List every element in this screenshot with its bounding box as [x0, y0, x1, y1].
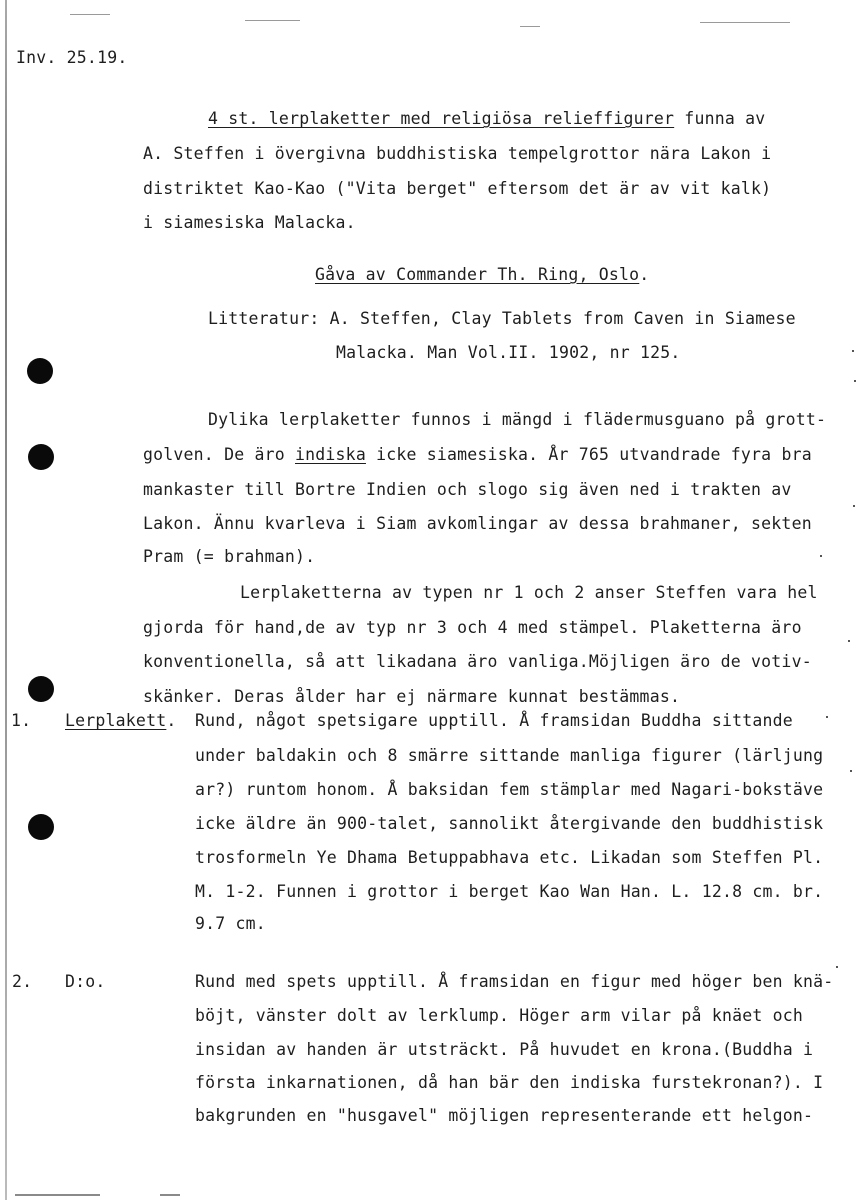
scan-noise [15, 1194, 100, 1196]
item2-line-4: första inkarnationen, då han bär den indiska furstekronan?). I [195, 1073, 824, 1092]
punch-hole [28, 676, 54, 702]
gift-text: Gåva av Commander Th. Ring, Oslo [315, 265, 640, 284]
scan-speck [853, 505, 855, 507]
scan-noise [520, 26, 540, 27]
indiska-underlined: indiska [295, 445, 366, 464]
item1-line-5: trosformeln Ye Dhama Betuppabhava etc. Likadan som Steffen Pl. [195, 848, 824, 867]
item1-line-3: ar?) runtom honom. Å baksidan fem stämplar med Nagari-bokstäve [195, 780, 824, 799]
item1-title-line [65, 711, 176, 731]
intro-line-4: i siamesiska Malacka. [143, 213, 356, 232]
inventory-number: Inv. 25.19. [16, 48, 128, 67]
para1-line-2-pre: golven. De äro [143, 445, 296, 464]
scan-speck [826, 716, 828, 718]
item2-line-2: böjt, vänster dolt av lerklump. Höger arm vilar på knäet och [195, 1006, 804, 1025]
gift-period: . [639, 265, 650, 284]
para2-line-2: gjorda för hand,de av typ nr 3 och 4 med stämpel. Plaketterna äro [143, 618, 802, 637]
scan-noise [160, 1194, 180, 1196]
scan-speck [850, 770, 852, 772]
gift-line [315, 265, 649, 285]
scan-speck [848, 640, 850, 642]
scan-noise [700, 22, 790, 23]
para2-line-3: konventionella, så att likadana äro vanliga.Möjligen äro de votiv- [143, 652, 812, 671]
para1-line-1: Dylika lerplaketter funnos i mängd i flädermusguano på grott- [208, 410, 827, 429]
literature-line-1: Litteratur: A. Steffen, Clay Tablets from Caven in Siamese [208, 309, 796, 328]
item1-number: 1. [11, 711, 32, 730]
para2-line-1: Lerplaketterna av typen nr 1 och 2 anser Steffen vara hel [240, 583, 818, 602]
para1-line-3: mankaster till Bortre Indien och slogo sig även ned i trakten av [143, 480, 792, 499]
intro-line-3: distriktet Kao-Kao ("Vita berget" eftersom det är av vit kalk) [143, 179, 772, 198]
scan-speck [854, 380, 856, 382]
para1-line-2 [143, 445, 812, 465]
punch-hole [28, 444, 54, 470]
item1-line-2: under baldakin och 8 smärre sittande manliga figurer (lärljung [195, 746, 824, 765]
page-left-edge [5, 0, 7, 1200]
item1-title: Lerplakett [65, 711, 167, 730]
intro-line-1 [208, 109, 765, 129]
item1-line-1: Rund, något spetsigare upptill. Å framsidan Buddha sittande [195, 711, 793, 730]
intro-line-2: A. Steffen i övergivna buddhistiska tempelgrottor nära Lakon i [143, 144, 772, 163]
item2-line-3: insidan av handen är utsträckt. På huvudet en krona.(Buddha i [195, 1040, 814, 1059]
item2-line-5: bakgrunden en "husgavel" möjligen representerande ett helgon- [195, 1106, 814, 1125]
punch-hole [28, 814, 54, 840]
para1-line-2-post: icke siamesiska. År 765 utvandrade fyra bra [365, 445, 812, 464]
scan-noise [245, 20, 300, 21]
item1-line-7: 9.7 cm. [195, 914, 266, 933]
para1-line-5: Pram (= brahman). [143, 547, 316, 566]
item2-line-1: Rund med spets upptill. Å framsidan en figur med höger ben knä- [195, 972, 834, 991]
scan-speck [836, 966, 838, 968]
para1-line-4: Lakon. Ännu kvarleva i Siam avkomlingar av dessa brahmaner, sekten [143, 514, 812, 533]
scan-speck [852, 350, 854, 352]
punch-hole [27, 358, 53, 384]
literature-line-2: Malacka. Man Vol.II. 1902, nr 125. [336, 343, 681, 362]
item2-number: 2. [12, 972, 33, 991]
scan-noise [70, 14, 110, 15]
item1-line-6: M. 1-2. Funnen i grottor i berget Kao Wan Han. L. 12.8 cm. br. [195, 882, 824, 901]
item1-title-end: . [166, 711, 177, 730]
para2-line-4: skänker. Deras ålder har ej närmare kunnat bestämmas. [143, 687, 681, 706]
scan-speck [820, 555, 822, 557]
intro-title: 4 st. lerplaketter med religiösa relieffigurer [208, 109, 675, 128]
item2-ditto: D:o. [65, 972, 106, 991]
intro-line-1-rest: funna av [674, 109, 766, 128]
item1-line-4: icke äldre än 900-talet, sannolikt återgivande den buddhistisk [195, 814, 824, 833]
